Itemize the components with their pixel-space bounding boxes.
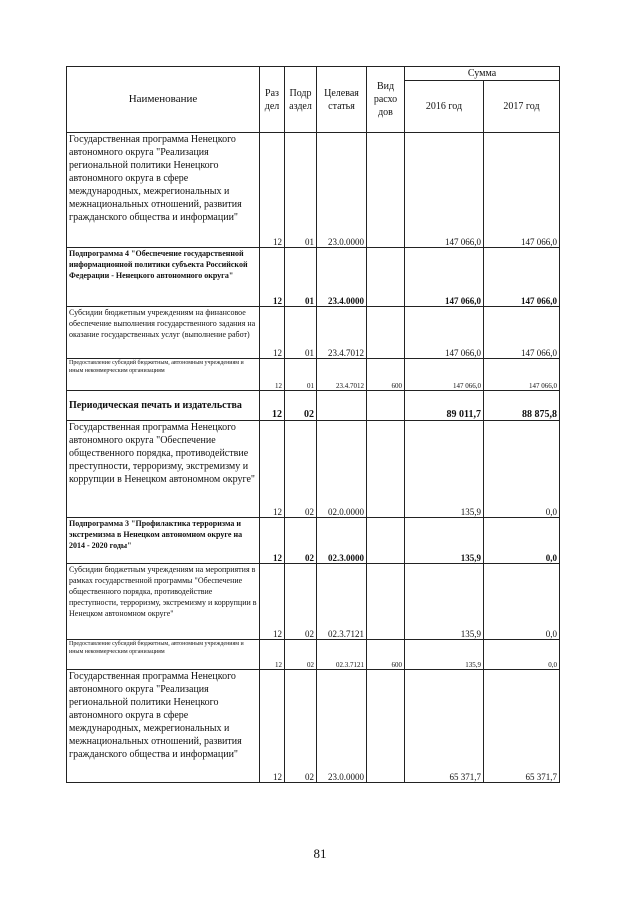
- row-razdel: 12: [260, 518, 285, 564]
- row-2016: 135,9: [405, 421, 484, 518]
- row-podrazdel: 02: [285, 391, 317, 421]
- row-target: [317, 391, 367, 421]
- row-2016: 135,9: [405, 518, 484, 564]
- row-name: Субсидии бюджетным учреждениям на мероприятия в рамках государственной программы "Обеспечение общественного порядка, противодействие преступности, терроризму, экстремизму и коррупции в Ненецком автономном округе": [67, 564, 260, 640]
- table-row: [67, 359, 560, 391]
- page-number: 81: [313, 846, 327, 861]
- row-podrazdel: 02: [285, 640, 317, 670]
- row-razdel: 12: [260, 670, 285, 783]
- row-name: Предоставление субсидий бюджетным, автономным учреждениям и иным некоммерческим организациям: [67, 640, 260, 670]
- header-podrazdel: Подр аздел: [285, 67, 317, 133]
- row-2016: 147 066,0: [405, 359, 484, 391]
- row-name: Государственная программа Ненецкого автономного округа "Реализация региональной политики Ненецкого автономного округа в сфере международных, межрегиональных и межнациональных отношений, развития гражданского общества и информации": [67, 670, 260, 783]
- row-target: 02.0.0000: [317, 421, 367, 518]
- row-podrazdel: 02: [285, 670, 317, 783]
- row-2017: 0,0: [484, 518, 560, 564]
- row-2017: 147 066,0: [484, 359, 560, 391]
- header-sum: Сумма: [405, 67, 560, 81]
- row-vid: [367, 248, 405, 307]
- row-2017: 147 066,0: [484, 307, 560, 359]
- header-vid: Вид расхо дов: [367, 67, 405, 133]
- row-name: Предоставление субсидий бюджетным, автономным учреждениям и иным некоммерческим организациям: [67, 359, 260, 391]
- table-row: [67, 133, 560, 248]
- row-name: Подпрограмма 4 "Обеспечение государственной информационной политики субъекта Российской Федерации - Ненецкого автономного округа": [67, 248, 260, 307]
- table-row: [67, 307, 560, 359]
- header-2016: 2016 год: [405, 81, 484, 133]
- row-razdel: 12: [260, 307, 285, 359]
- row-vid: [367, 307, 405, 359]
- row-vid: 600: [367, 359, 405, 391]
- table-row: [67, 391, 560, 421]
- row-podrazdel: 01: [285, 133, 317, 248]
- row-2016: 65 371,7: [405, 670, 484, 783]
- row-target: 23.0.0000: [317, 670, 367, 783]
- row-razdel: 12: [260, 359, 285, 391]
- row-podrazdel: 02: [285, 421, 317, 518]
- row-vid: [367, 133, 405, 248]
- header-razdel: Раз дел: [260, 67, 285, 133]
- row-podrazdel: 01: [285, 307, 317, 359]
- row-vid: [367, 421, 405, 518]
- row-target: 23.4.7012: [317, 359, 367, 391]
- row-target: 02.3.0000: [317, 518, 367, 564]
- row-razdel: 12: [260, 421, 285, 518]
- table-row: [67, 421, 560, 518]
- row-target: 02.3.7121: [317, 564, 367, 640]
- row-target: 23.0.0000: [317, 133, 367, 248]
- table-body: [67, 133, 560, 783]
- row-podrazdel: 01: [285, 248, 317, 307]
- row-vid: [367, 564, 405, 640]
- row-name: Периодическая печать и издательства: [67, 391, 260, 421]
- row-vid: [367, 391, 405, 421]
- row-podrazdel: 02: [285, 564, 317, 640]
- row-name: Подпрограмма 3 "Профилактика терроризма и экстремизма в Ненецком автономном округе на 2014 - 2020 годы": [67, 518, 260, 564]
- row-2017: 147 066,0: [484, 248, 560, 307]
- row-2016: 89 011,7: [405, 391, 484, 421]
- row-2017: 0,0: [484, 564, 560, 640]
- row-2017: 65 371,7: [484, 670, 560, 783]
- row-target: 02.3.7121: [317, 640, 367, 670]
- table-row: [67, 670, 560, 783]
- row-2016: 135,9: [405, 640, 484, 670]
- row-2017: 88 875,8: [484, 391, 560, 421]
- row-2016: 135,9: [405, 564, 484, 640]
- budget-table: [66, 66, 560, 783]
- row-name: Государственная программа Ненецкого автономного округа "Обеспечение общественного порядка, противодействие преступности, терроризму, экстремизму и коррупции в Ненецком автономном округе": [67, 421, 260, 518]
- row-2017: 147 066,0: [484, 133, 560, 248]
- row-2017: 0,0: [484, 640, 560, 670]
- row-vid: 600: [367, 640, 405, 670]
- row-2016: 147 066,0: [405, 307, 484, 359]
- row-razdel: 12: [260, 564, 285, 640]
- row-target: 23.4.0000: [317, 248, 367, 307]
- row-razdel: 12: [260, 640, 285, 670]
- row-podrazdel: 02: [285, 518, 317, 564]
- row-2017: 0,0: [484, 421, 560, 518]
- row-2016: 147 066,0: [405, 248, 484, 307]
- header-name: Наименование: [67, 67, 260, 133]
- row-razdel: 12: [260, 248, 285, 307]
- table-header: [67, 67, 560, 133]
- row-name: Субсидии бюджетным учреждениям на финансовое обеспечение выполнения государственного задания на оказание государственных услуг (выполнение работ): [67, 307, 260, 359]
- row-vid: [367, 518, 405, 564]
- table-row: [67, 518, 560, 564]
- table-row: [67, 640, 560, 670]
- row-2016: 147 066,0: [405, 133, 484, 248]
- row-razdel: 12: [260, 391, 285, 421]
- table-row: [67, 564, 560, 640]
- row-podrazdel: 01: [285, 359, 317, 391]
- header-2017: 2017 год: [484, 81, 560, 133]
- row-razdel: 12: [260, 133, 285, 248]
- row-vid: [367, 670, 405, 783]
- table-row: [67, 248, 560, 307]
- header-target: Целевая статья: [317, 67, 367, 133]
- row-target: 23.4.7012: [317, 307, 367, 359]
- row-name: Государственная программа Ненецкого автономного округа "Реализация региональной политики Ненецкого автономного округа в сфере международных, межрегиональных и межнациональных отношений, развития гражданского общества и информации": [67, 133, 260, 248]
